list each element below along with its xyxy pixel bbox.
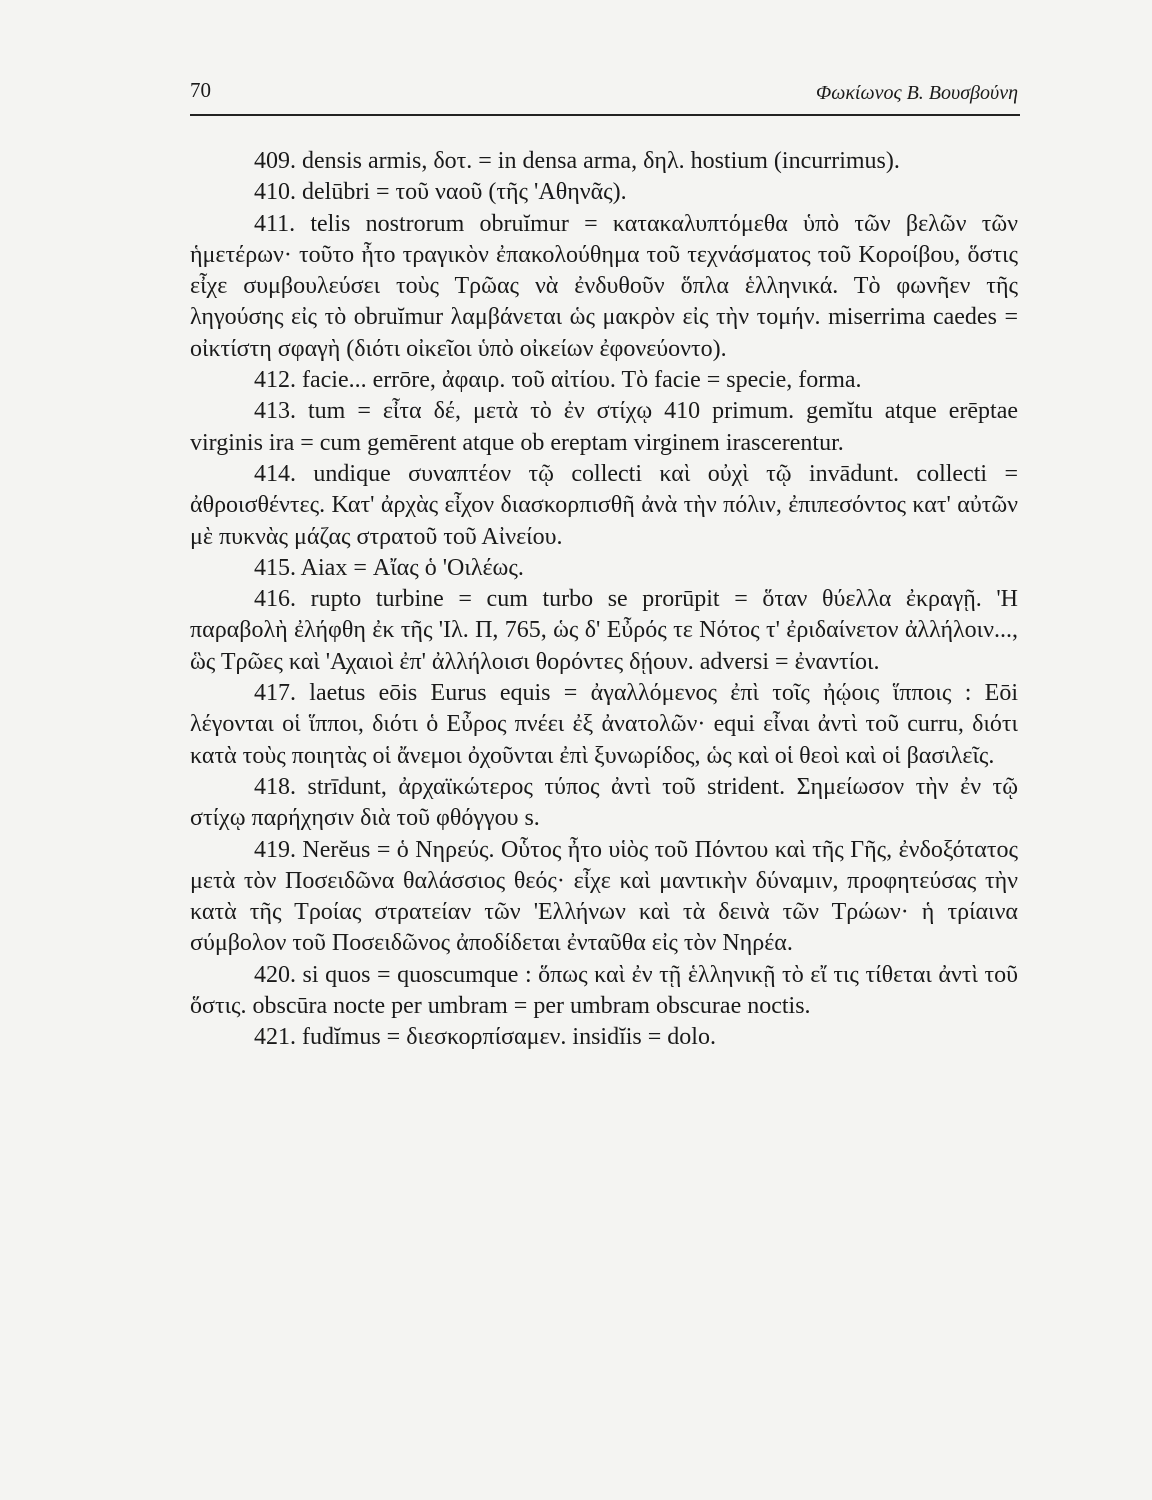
note-417: 417. laetus eōis Eurus equis = ἀγαλλόμενος ἐπὶ τοῖς ἠῴοις ἵπποις : Eōi λέγονται οἱ ἵπποι, διότι ὁ Εὖρος πνέει ἐξ ἀνατολῶν· equi εἶναι ἀντὶ τοῦ curru, διότι κατὰ τοὺς ποιητὰς οἱ ἄνεμοι ὀχοῦνται ἐπὶ ξυνωρίδος, ὡς καὶ οἱ θεοὶ καὶ οἱ βασιλεῖς. [190, 680, 1018, 769]
note-413: 413. tum = εἶτα δέ, μετὰ τὸ ἐν στίχῳ 410 primum. gemĭtu atque erēptae virginis ira = cum gemērent atque ob ereptam virginem irascerentur. [190, 398, 1018, 456]
note-409: 409. densis armis, δοτ. = in densa arma, δηλ. hostium (incurrimus). [254, 148, 900, 174]
note-414: 414. undique συναπτέον τῷ collecti καὶ οὐχὶ τῷ invādunt. collecti = ἀθροισθέντες. Κατ' ἀρχὰς εἶχον διασκορπισθῆ ἀνὰ τὴν πόλιν, ἐπιπεσόντος κατ' αὐτῶν μὲ πυκνὰς μάζας στρατοῦ τοῦ Αἰνείου. [190, 460, 1018, 550]
note-421: 421. fudĭmus = διεσκορπίσαμεν. insidĭis = dolo. [254, 1024, 716, 1051]
note-410: 410. delūbri = τοῦ ναοῦ (τῆς 'Αθηνᾶς). [254, 179, 627, 206]
header-rule [190, 114, 1020, 116]
page-header [190, 76, 1020, 116]
note-416: 416. rupto turbine = cum turbo se prorūpit = ὅταν θύελλα ἐκραγῇ. 'Η παραβολὴ ἐλήφθη ἐκ τῆς 'Ιλ. Π, 765, ὡς δ' Εὖρός τε Νότος τ' ἐριδαίνετον ἀλλήλοιν..., ὣς Τρῶες καὶ 'Αχαιοὶ ἐπ' ἀλλήλοισι θορόντες δῄουν. adversi = ἐναντίοι. [190, 586, 1018, 675]
note-412: 412. facie... errōre, ἀφαιρ. τοῦ αἰτίου. Τὸ facie = specie, forma. [254, 367, 862, 394]
note-418: 418. strīdunt, ἀρχαϊκώτερος τύπος ἀντὶ τοῦ strident. Σημείωσον τὴν ἐν τῷ στίχῳ παρήχησιν διὰ τοῦ φθόγγου s. [190, 773, 1018, 832]
page-number: 70 [190, 78, 211, 102]
note-420: 420. si quos = quoscumque : ὅπως καὶ ἐν τῇ ἑλληνικῇ τὸ εἴ τις τίθεται ἀντὶ τοῦ ὅστις. obscūra nocte per umbram = per umbram obscurae noctis. [190, 961, 1018, 1020]
note-411: 411. telis nostrorum obruĭmur = κατακαλυπτόμεθα ὑπὸ τῶν βελῶν τῶν ἡμετέρων· τοῦτο ἦτο τραγικὸν ἐπακολούθημα τοῦ τεχνάσματος τοῦ Κοροίβου, ὅστις εἶχε συμβουλεύσει τοὺς Τρῶας νὰ ἐνδυθοῦν ὅπλα ἑλληνικά. Τὸ φωνῆεν τῆς ληγούσης εἰς τὸ obruĭmur λαμβάνεται ὡς μακρὸν εἰς τὴν τομήν. miserrima caedes = οἰκτίστη σφαγὴ (διότι οἰκεῖοι ὑπὸ οἰκείων ἐφονεύοντο). [190, 210, 1018, 362]
note-415: 415. Aiax = Αἴας ὁ 'Οιλέως. [254, 554, 524, 581]
commentary-notes [190, 146, 1018, 1054]
note-419: 419. Nerĕus = ὁ Νηρεύς. Οὗτος ἦτο υἱὸς τοῦ Πόντου καὶ τῆς Γῆς, ἐνδοξότατος μετὰ τὸν Ποσειδῶνα θαλάσσιος θεός· εἶχε καὶ μαντικὴν δύναμιν, προφητεύσας τὴν κατὰ τῆς Τροίας στρατείαν τῶν 'Ελλήνων καὶ τὰ δεινὰ τῶν Τρώων· ἡ τρίαινα σύμβολον τοῦ Ποσειδῶνος ἀποδίδεται ἐνταῦθα εἰς τὸν Νηρέα. [190, 836, 1018, 957]
running-head: Φωκίωνος Β. Βουσβούνη [815, 82, 1018, 104]
